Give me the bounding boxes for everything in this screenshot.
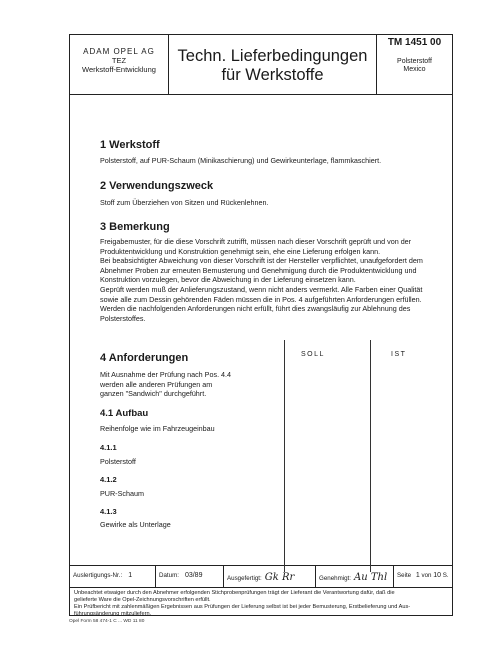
material-name: Polsterstoff xyxy=(397,57,432,65)
section-3-line: Bei beabsichtigter Abweichung von dieser Vorschrift ist der Hersteller verpflichtet, unaufgefordert dem xyxy=(100,256,423,266)
section-4-1-text: Reihenfolge wie im Fahrzeugeinbau xyxy=(100,424,215,433)
seite-cell xyxy=(394,566,453,587)
header-tm-box xyxy=(376,34,453,95)
von-value: 10 xyxy=(433,572,441,579)
auflage-value: 1 xyxy=(128,572,133,579)
department-name: Werkstoff-Entwicklung xyxy=(82,65,156,74)
footer-note-line: Unbeachtet etwaiger durch den Abnehmer erfolgenden Stichprobenprüfungen trägt der Lieferant die Verantwortung dafür, daß die xyxy=(74,590,395,596)
doc-title-line2: für Werkstoffe xyxy=(221,66,324,84)
seite-label: Seite xyxy=(397,572,412,579)
genehmigt-label: Genehmigt: xyxy=(319,575,351,582)
section-3-line: Konstruktion vorzulegen, bevor die Abweichung in der Lieferung einsetzen kann. xyxy=(100,275,356,285)
section-4-1-3-text: Gewirke als Unterlage xyxy=(100,520,171,529)
header-company-box xyxy=(69,34,169,95)
section-3-line: Geprüft werden muß der Anlieferungszustand, wenn nicht anders vermerkt. Alle Farben einer Qualität xyxy=(100,284,423,294)
section-4-1-2-number: 4.1.2 xyxy=(100,475,117,484)
section-3-line: Freigabemuster, für die diese Vorschrift zutrifft, müssen nach dieser Vorschrift geprüft und von der xyxy=(100,237,412,246)
section-1-title: 1 Werkstoff xyxy=(100,139,160,151)
tm-number: TM 1451 00 xyxy=(387,37,442,48)
auflage-cell xyxy=(70,566,156,587)
section-3-line: Werden die nachfolgenden Anforderungen nicht erfüllt, führt dies zwangsläufig zur Ablehnung des xyxy=(100,304,411,314)
section-3-line: Produktentwicklung und Konstruktion genehmigt sein, ehe eine Lieferung erfolgen kann. xyxy=(100,246,381,256)
section-4-1-1-text: Polsterstoff xyxy=(100,457,136,466)
section-4-text xyxy=(100,370,231,399)
soll-column-header: SOLL xyxy=(301,351,325,358)
ausgefertigt-signature: Gk Rr xyxy=(264,572,295,583)
section-4-1-title: 4.1 Aufbau xyxy=(100,408,149,419)
datum-value: 03/89 xyxy=(184,572,203,579)
footer-note-line: führungsänderung mitzuliefern. xyxy=(74,611,152,617)
ausgefertigt-label: Ausgefertigt: xyxy=(227,575,262,582)
doc-title-line1: Techn. Lieferbedingungen xyxy=(177,47,368,65)
section-4-line: ganzen "Sandwich" durchgeführt. xyxy=(100,389,207,399)
genehmigt-cell xyxy=(316,566,394,587)
department-code: TEZ xyxy=(111,56,127,65)
section-4-1-2-text: PUR-Schaum xyxy=(100,489,144,498)
s-label: S. xyxy=(442,572,449,579)
section-4-1-3-number: 4.1.3 xyxy=(100,507,117,516)
datum-label: Datum: xyxy=(159,572,179,579)
form-number: Opel Form 58 474-1 C ... WD 11 80 xyxy=(69,619,145,624)
ist-column-header: IST xyxy=(391,351,407,358)
section-3-text xyxy=(100,237,450,323)
footer-signature-row xyxy=(69,566,453,588)
footer-note-line: Ein Prüfbericht mit zahlenmäßigen Ergebnissen aus Prüfungen der Lieferung selbst ist bei jeder Bemusterung, Erstbelieferung und Aus- xyxy=(74,604,411,610)
von-label: von xyxy=(421,572,432,579)
section-3-title: 3 Bemerkung xyxy=(100,221,170,233)
auflage-label: Auslertigungs-Nr.: xyxy=(73,572,123,579)
genehmigt-signature: Au Thl xyxy=(354,572,388,583)
seite-value: 1 xyxy=(415,572,420,579)
section-4-1-1-number: 4.1.1 xyxy=(100,443,117,452)
company-name: ADAM OPEL AG xyxy=(83,47,155,56)
section-4-line: Mit Ausnahme der Prüfung nach Pos. 4.4 xyxy=(100,370,232,379)
section-4-line: werden alle anderen Prüfungen am xyxy=(100,379,213,389)
region-name: Mexico xyxy=(403,66,426,73)
footer-note-line: gelieferte Ware die Opel-Zeichnungsvorschriften erfüllt. xyxy=(74,597,211,603)
header-title-box xyxy=(168,34,377,95)
section-3-line: Polsterstoffes. xyxy=(100,313,146,323)
datum-cell xyxy=(156,566,224,587)
footer-note xyxy=(69,588,453,616)
soll-column-divider xyxy=(284,340,285,572)
ist-column-divider xyxy=(370,340,371,572)
ausgefertigt-cell xyxy=(224,566,316,587)
section-1-text: Polsterstoff, auf PUR-Schaum (Minikaschierung) und Gewirkeunterlage, flammkaschiert. xyxy=(100,156,382,165)
section-3-line: Abnehmer Proben zur erneuten Bemusterung und Genehmigung durch die Produktentwicklung und xyxy=(100,265,417,275)
section-2-text: Stoff zum Überziehen von Sitzen und Rückenlehnen. xyxy=(100,198,269,207)
section-2-title: 2 Verwendungszweck xyxy=(100,180,214,192)
section-4-title: 4 Anforderungen xyxy=(100,352,189,364)
section-3-line: sowie alle zum Dessin gehörenden Fäden müssen die in Pos. 4 aufgeführten Anforderungen erfüllen. xyxy=(100,294,422,304)
